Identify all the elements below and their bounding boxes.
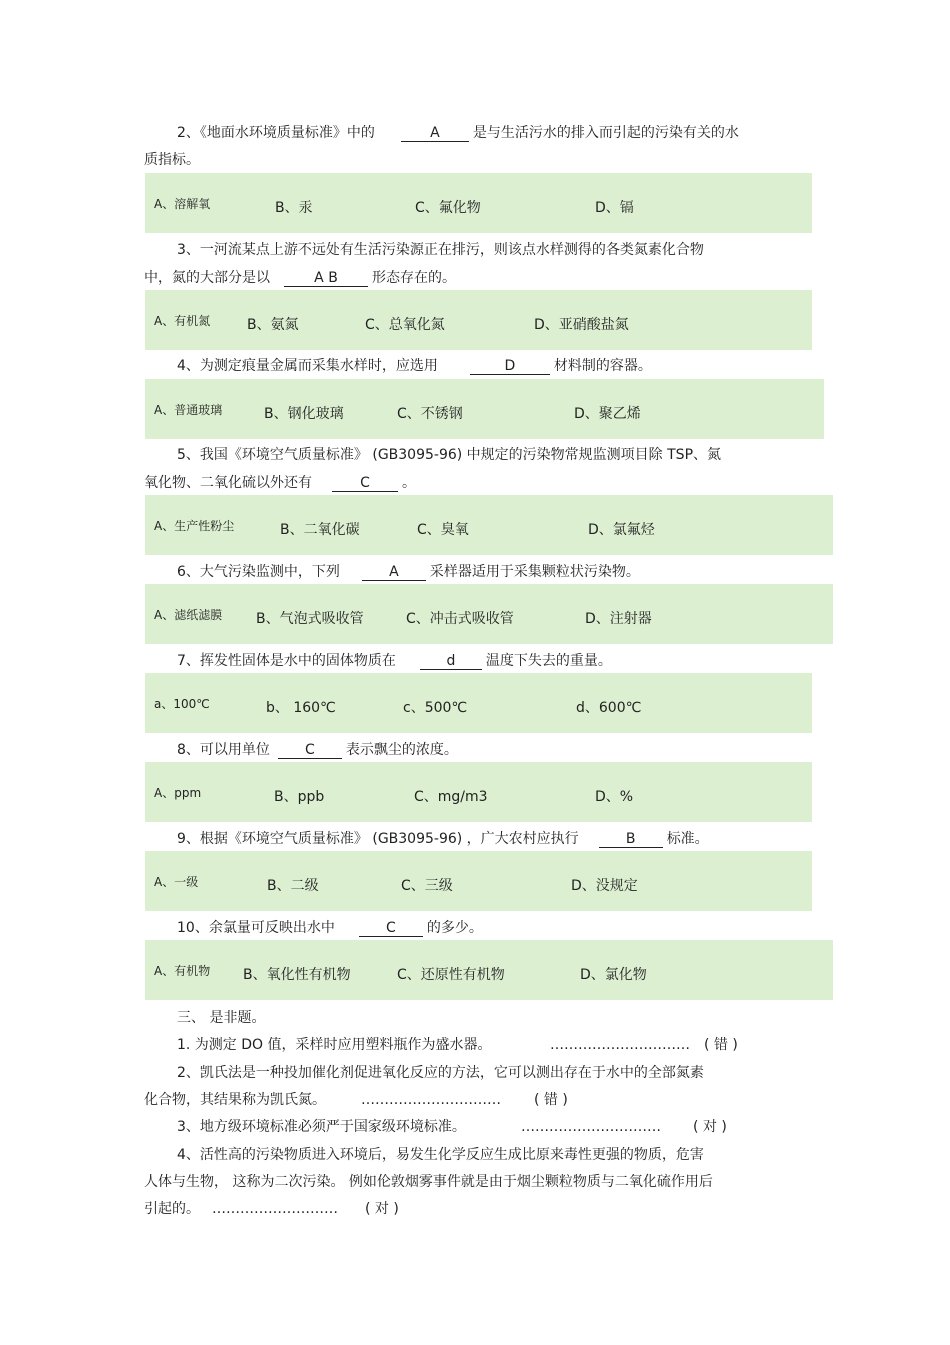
option-b: B、二氧化碳 (280, 522, 360, 538)
question-5-line-2: 氧化物、二氧化硫以外还有 C 。 (144, 475, 416, 491)
question-9-line-1: 9、根据《环境空气质量标准》 (GB3095-96) ，广大农村应执行 B 标准。 (177, 831, 709, 847)
option-b: B、钢化玻璃 (264, 406, 344, 422)
answer-blank: C (332, 476, 398, 492)
tf-item-4-line-3: 引起的。 (144, 1201, 200, 1217)
option-a: A、生产性粉尘 (154, 519, 235, 533)
option-d: d、600℃ (576, 700, 642, 716)
tf-item-4-dots: ……………………… (212, 1201, 338, 1217)
answer-blank: A (401, 126, 469, 142)
answer-blank: C (278, 743, 342, 759)
tf-item-2-line-2: 化合物，其结果称为凯氏氮。 (144, 1092, 326, 1108)
option-b: B、氧化性有机物 (243, 967, 351, 983)
option-a: A、一级 (154, 875, 199, 889)
tf-item-3-answer: ( 对 ) (693, 1119, 727, 1135)
option-d: D、亚硝酸盐氮 (534, 317, 629, 333)
tf-item-2-line-1: 2、凯氏法是一种投加催化剂促进氧化反应的方法，它可以测出存在于水中的全部氮素 (177, 1065, 704, 1081)
question-9-options (145, 851, 812, 911)
option-c: C、臭氧 (417, 522, 469, 538)
option-a: a、100℃ (154, 697, 210, 711)
answer-blank: D (470, 359, 550, 375)
option-b: B、氨氮 (247, 317, 299, 333)
option-c: C、mg/m3 (414, 789, 488, 805)
tf-item-1-line-1: 1. 为测定 DO 值，采样时应用塑料瓶作为盛水器。 (177, 1037, 492, 1053)
option-a: A、溶解氧 (154, 197, 211, 211)
option-c: C、三级 (401, 878, 453, 894)
question-2-line-2: 质指标。 (144, 152, 200, 168)
option-d: D、聚乙烯 (574, 406, 641, 422)
question-5-line-1: 5、我国《环境空气质量标准》 (GB3095-96) 中规定的污染物常规监测项目除 TSP、氮 (177, 447, 722, 463)
option-c: C、总氧化氮 (365, 317, 445, 333)
question-3-line-1: 3、一河流某点上游不远处有生活污染源正在排污，则该点水样测得的各类氮素化合物 (177, 242, 704, 258)
option-b: B、汞 (275, 200, 313, 216)
option-c: C、冲击式吸收管 (406, 611, 514, 627)
option-d: D、氯化物 (580, 967, 647, 983)
question-7-line-1: 7、挥发性固体是水中的固体物质在 d 温度下失去的重量。 (177, 653, 612, 669)
question-6-line-1: 6、大气污染监测中，下列 A 采样器适用于采集颗粒状污染物。 (177, 564, 640, 580)
option-d: D、% (595, 789, 634, 805)
answer-blank: A B (284, 271, 368, 287)
tf-item-3-line-1: 3、地方级环境标准必须严于国家级环境标准。 (177, 1119, 466, 1135)
tf-item-1-dots: ………………………… (550, 1037, 690, 1053)
tf-item-3-dots: ………………………… (521, 1119, 661, 1135)
question-7-options (145, 673, 812, 733)
answer-blank: d (420, 654, 482, 670)
option-c: C、氟化物 (415, 200, 481, 216)
question-10-line-1: 10、余氯量可反映出水中 C 的多少。 (177, 920, 483, 936)
option-d: D、注射器 (585, 611, 652, 627)
question-8-line-1: 8、可以用单位 C 表示飘尘的浓度。 (177, 742, 458, 758)
answer-blank: A (362, 565, 426, 581)
question-10-options (145, 940, 833, 1000)
option-a: A、ppm (154, 786, 202, 800)
question-3-options (145, 290, 812, 350)
option-d: D、氯氟烃 (588, 522, 655, 538)
option-a: A、滤纸滤膜 (154, 608, 223, 622)
option-b: B、气泡式吸收管 (256, 611, 364, 627)
question-4-options (145, 379, 824, 439)
option-b: b、 160℃ (266, 700, 336, 716)
tf-item-4-answer: ( 对 ) (365, 1201, 399, 1217)
option-a: A、普通玻璃 (154, 403, 223, 417)
tf-item-4-line-1: 4、活性高的污染物质进入环境后，易发生化学反应生成比原来毒性更强的物质，危害 (177, 1147, 704, 1163)
section-3-heading: 三、 是非题。 (177, 1010, 266, 1026)
option-c: c、500℃ (403, 700, 468, 716)
tf-item-2-answer: ( 错 ) (534, 1092, 568, 1108)
question-4-line-1: 4、为测定痕量金属而采集水样时，应选用 D 材料制的容器。 (177, 358, 652, 374)
question-5-options (145, 495, 833, 555)
question-8-options (145, 762, 812, 822)
option-a: A、有机物 (154, 964, 211, 978)
question-2-options (145, 173, 812, 233)
option-b: B、ppb (274, 789, 325, 805)
option-d: D、镉 (595, 200, 634, 216)
tf-item-2-dots: ………………………… (361, 1092, 501, 1108)
answer-blank: C (359, 921, 423, 937)
option-a: A、有机氮 (154, 314, 211, 328)
option-b: B、二级 (267, 878, 319, 894)
tf-item-1-answer: ( 错 ) (704, 1037, 738, 1053)
question-2-line-1: 2、《地面水环境质量标准》中的 A 是与生活污水的排入而引起的污染有关的水 (177, 125, 739, 141)
option-c: C、还原性有机物 (397, 967, 505, 983)
question-6-options (145, 584, 833, 644)
option-d: D、没规定 (571, 878, 638, 894)
option-c: C、不锈钢 (397, 406, 463, 422)
tf-item-4-line-2: 人体与生物， 这称为二次污染。 例如伦敦烟雾事件就是由于烟尘颗粒物质与二氧化硫作用后 (144, 1174, 713, 1190)
question-3-line-2: 中，氮的大部分是以 A B 形态存在的。 (144, 270, 456, 286)
answer-blank: B (599, 832, 663, 848)
